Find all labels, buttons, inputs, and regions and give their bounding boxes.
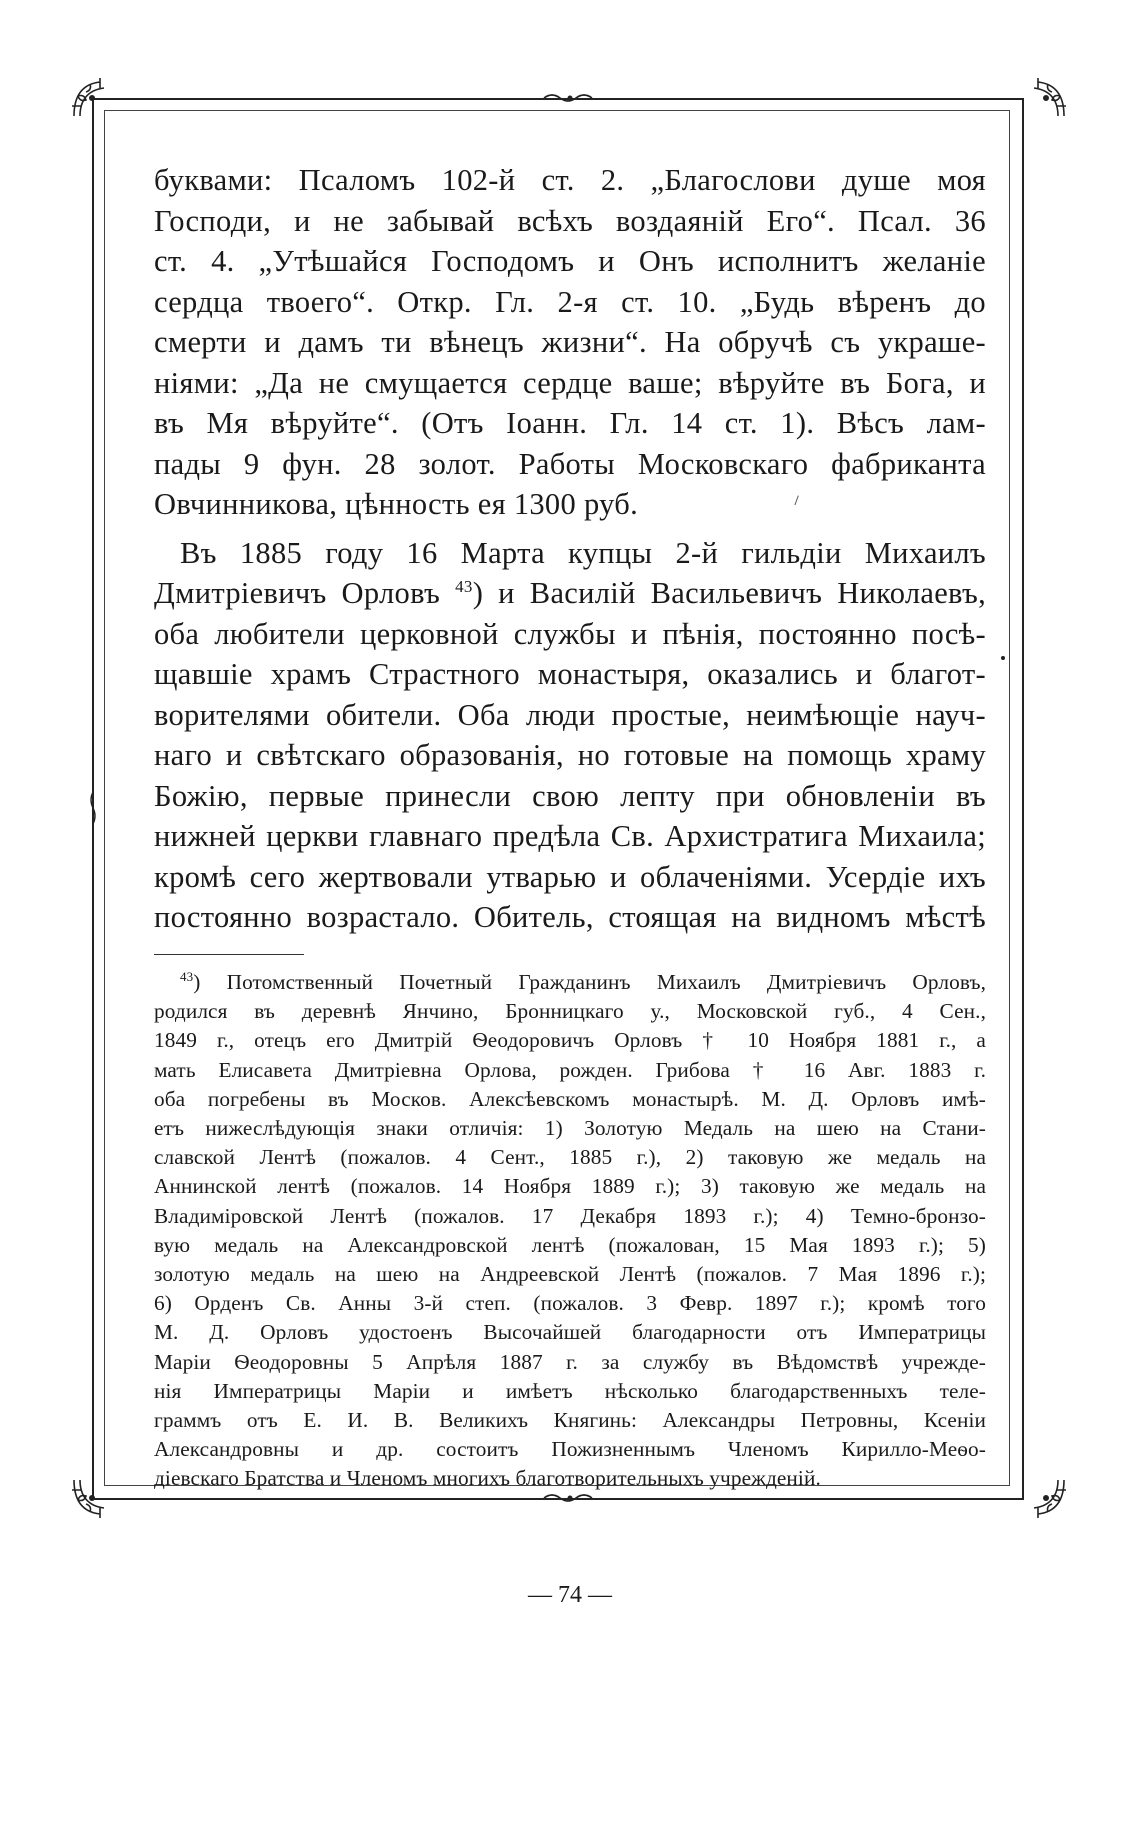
footnote-line: вую медаль на Александровской лентѣ (пожалован, 15 Мая 1893 г.); 5): [154, 1232, 986, 1257]
text-line: наго и свѣтскаго образованія, но готовые на помощь храму: [154, 738, 986, 772]
footnote-line: етъ нижеслѣдующія знаки отличія: 1) Золотую Медаль на шею на Стани-: [154, 1116, 986, 1141]
footnote-line: оба погребены въ Москов. Алексѣевскомъ монастырѣ. М. Д. Орловъ имѣ-: [154, 1086, 986, 1111]
paragraph-2: [154, 533, 986, 938]
footnote-line: Владиміровской Лентѣ (пожалов. 17 Декабря 1893 г.); 4) Темно-бронзо-: [154, 1203, 986, 1228]
text-line: Овчинникова, цѣнность ея 1300 руб.: [154, 487, 638, 521]
text-line: ніями: „Да не смущается сердце ваше; вѣруйте въ Бога, и: [154, 365, 986, 400]
text-line: нижней церкви главнаго предѣла Св. Архистратига Михаила;: [154, 819, 986, 853]
text-line: Божію, первые принесли свою лепту при обновленіи въ: [154, 778, 986, 813]
footnote-line: Александровны и др. состоитъ Пожизненнымъ Членомъ Кирилло-Меѳо-: [154, 1437, 986, 1462]
footnote-line: М. Д. Орловъ удостоенъ Высочайшей благодарности отъ Императрицы: [154, 1320, 986, 1345]
footnote-line: родился въ деревнѣ Янчино, Бронницкаго у., Московской губ., 4 Сен.,: [154, 999, 986, 1024]
text-line: оба любители церковной службы и пѣнія, постоянно посѣ-: [154, 616, 986, 651]
bottom-ornament-icon: [540, 1492, 600, 1504]
stray-dot: [1001, 656, 1005, 660]
footnote-line: золотую медаль на шею на Андреевской Лентѣ (пожалов. 7 Мая 1896 г.);: [154, 1262, 986, 1287]
text-line: Господи, и не забывай всѣхъ воздаяній Его“. Псал. 36: [154, 203, 986, 238]
text-line: въ Мя вѣруйте“. (Отъ Іоанн. Гл. 14 ст. 1). Вѣсъ лам-: [154, 406, 986, 440]
text-line: кромѣ сего жертвовали утварью и облаченіями. Усердіе ихъ: [154, 859, 986, 894]
text-line: ст. 4. „Утѣшайся Господомъ и Онъ исполнитъ желаніе: [154, 244, 986, 278]
page-number: — 74 —: [528, 1582, 612, 1608]
footnote-text: ) Потомственный Почетный Гражданинъ Михаилъ Дмитріевичъ Орловъ,: [193, 970, 986, 994]
footnote-line: мать Елисавета Дмитріевна Орлова, рожден. Грибова † 16 Авг. 1883 г.: [154, 1057, 986, 1082]
side-ornament-icon: [88, 790, 98, 826]
corner-ornament-icon: [70, 76, 116, 122]
footnote-line: діевскаго Братства и Членомъ многихъ благотворительныхъ учрежденій.: [154, 1466, 821, 1491]
corner-ornament-icon: [1022, 1474, 1068, 1520]
footnote-line: славской Лентѣ (пожалов. 4 Сент., 1885 г.), 2) таковую же медаль на: [154, 1145, 986, 1170]
corner-ornament-icon: [1022, 76, 1068, 122]
footnote-divider: [154, 954, 304, 955]
text-fragment: Дмитріевичъ Орловъ: [154, 576, 441, 610]
footnote-marker: 43: [180, 968, 194, 984]
corner-ornament-icon: [70, 1474, 116, 1520]
footnote-ref: 43: [455, 576, 473, 596]
text-line: Въ 1885 году 16 Марта купцы 2-й гильдіи Михаилъ: [180, 535, 986, 570]
footnote-line: нія Императрицы Маріи и имѣетъ нѣсколько благодарственныхъ теле-: [154, 1378, 986, 1403]
paragraph-1: [154, 160, 986, 525]
text-line: пады 9 фун. 28 золот. Работы Московскаго фабриканта: [154, 446, 986, 481]
text-line: ворителями обители. Оба люди простые, неимѣющіе науч-: [154, 697, 986, 732]
main-text: [154, 160, 986, 938]
footnote-line: Аннинской лентѣ (пожалов. 14 Ноября 1889 г.); 3) таковую же медаль на: [154, 1174, 986, 1199]
text-line: смерти и дамъ ти вѣнецъ жизни“. На обручѣ съ украше-: [154, 325, 986, 359]
footnote-line: 1849 г., отецъ его Дмитрій Ѳеодоровичъ Орловъ † 10 Ноября 1881 г., а: [154, 1028, 986, 1053]
footnote-line: Маріи Ѳеодоровны 5 Апрѣля 1887 г. за службу въ Вѣдомствѣ учрежде-: [154, 1349, 986, 1374]
text-line-with-note: [154, 573, 986, 614]
text-fragment: ) и Василій Васильевичъ Николаевъ,: [472, 576, 986, 610]
text-line: щавшіе храмъ Страстного монастыря, оказались и благот-: [154, 657, 986, 691]
footnote-line: [154, 968, 986, 997]
top-ornament-icon: [540, 92, 600, 104]
footnote-line: 6) Орденъ Св. Анны 3-й степ. (пожалов. 3 Февр. 1897 г.); кромѣ того: [154, 1291, 986, 1316]
footnote-line: граммъ отъ Е. И. В. Великихъ Княгинь: Александры Петровны, Ксеніи: [154, 1408, 986, 1433]
text-line: сердца твоего“. Откр. Гл. 2-я ст. 10. „Будь вѣренъ до: [154, 284, 986, 319]
text-line: буквами: Псаломъ 102-й ст. 2. „Благослови душе моя: [154, 163, 986, 197]
text-line: постоянно возрастало. Обитель, стоящая на видномъ мѣстѣ: [154, 900, 986, 934]
footnote: [154, 968, 986, 1494]
